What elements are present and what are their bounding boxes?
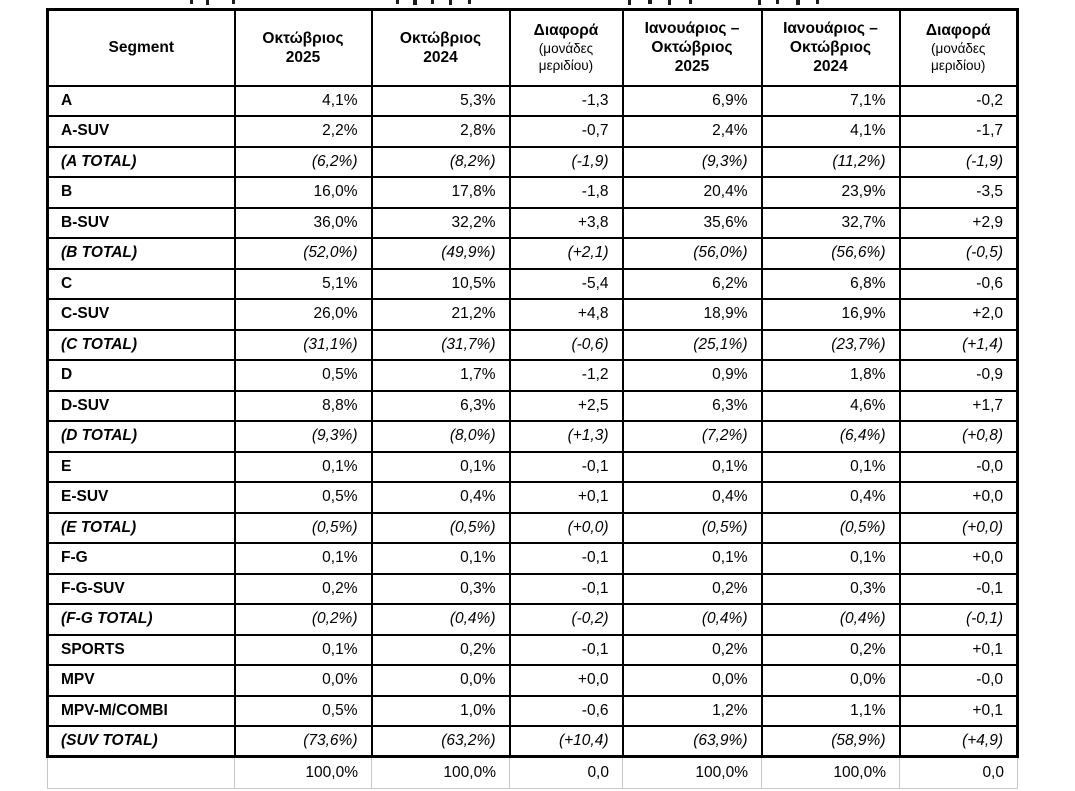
value-cell-0: 100,0% — [235, 757, 372, 789]
value-cell-4: (11,2%) — [762, 147, 900, 178]
table-header — [48, 10, 1018, 86]
table-row-(A TOTAL) — [48, 147, 1018, 178]
value-cell-1: (63,2%) — [372, 726, 510, 757]
value-cell-1: 0,1% — [372, 543, 510, 574]
value-cell-5: -0,0 — [900, 452, 1018, 483]
value-cell-1: (49,9%) — [372, 238, 510, 269]
value-cell-5: (-0,5) — [900, 238, 1018, 269]
value-cell-3: 0,9% — [623, 360, 762, 391]
segment-cell: SPORTS — [48, 635, 235, 666]
value-cell-1: 0,3% — [372, 574, 510, 605]
value-cell-1: 10,5% — [372, 269, 510, 300]
value-cell-4: 0,2% — [762, 635, 900, 666]
value-cell-5: (-1,9) — [900, 147, 1018, 178]
value-cell-3: 18,9% — [623, 299, 762, 330]
value-cell-1: (0,4%) — [372, 604, 510, 635]
table-row-(B TOTAL) — [48, 238, 1018, 269]
header-line: Οκτώβριος — [399, 29, 482, 47]
value-cell-5: -0,9 — [900, 360, 1018, 391]
value-cell-2: -0,1 — [510, 574, 623, 605]
value-cell-3: (7,2%) — [623, 421, 762, 452]
header-cell-segment — [48, 10, 235, 86]
value-cell-3: (0,4%) — [623, 604, 762, 635]
header-row — [48, 10, 1018, 86]
header-line: 2025 — [285, 48, 321, 66]
segment-cell: D-SUV — [48, 391, 235, 422]
header-cell-2 — [510, 10, 623, 86]
value-cell-4: 16,9% — [762, 299, 900, 330]
table-row-(F-G TOTAL) — [48, 604, 1018, 635]
value-cell-2: -0,1 — [510, 635, 623, 666]
table-row-A — [48, 86, 1018, 117]
value-cell-0: 4,1% — [235, 86, 372, 117]
value-cell-3: 0,2% — [623, 635, 762, 666]
segment-cell: (B TOTAL) — [48, 238, 235, 269]
value-cell-0: 2,2% — [235, 116, 372, 147]
table-row-(C TOTAL) — [48, 330, 1018, 361]
value-cell-0: 0,0% — [235, 665, 372, 696]
value-cell-0: 0,5% — [235, 482, 372, 513]
header-line: Διαφορά — [533, 22, 599, 40]
value-cell-0: (9,3%) — [235, 421, 372, 452]
value-cell-3: 1,2% — [623, 696, 762, 727]
value-cell-5: +2,0 — [900, 299, 1018, 330]
value-cell-2: +0,0 — [510, 665, 623, 696]
value-cell-2: -0,1 — [510, 543, 623, 574]
value-cell-5: (+0,0) — [900, 513, 1018, 544]
value-cell-5: +2,9 — [900, 208, 1018, 239]
value-cell-1: (31,7%) — [372, 330, 510, 361]
value-cell-1: 0,4% — [372, 482, 510, 513]
value-cell-1: 0,1% — [372, 452, 510, 483]
value-cell-4: 4,1% — [762, 116, 900, 147]
table-row-(D TOTAL) — [48, 421, 1018, 452]
value-cell-3: (9,3%) — [623, 147, 762, 178]
header-line: Οκτώβριος — [789, 39, 872, 57]
value-cell-4: 0,4% — [762, 482, 900, 513]
table-row-SPORTS — [48, 635, 1018, 666]
value-cell-3: 0,1% — [623, 543, 762, 574]
value-cell-2: (-0,2) — [510, 604, 623, 635]
value-cell-2: -0,7 — [510, 116, 623, 147]
value-cell-4: (0,4%) — [762, 604, 900, 635]
segment-cell: MPV-M/COMBI — [48, 696, 235, 727]
value-cell-3: 20,4% — [623, 177, 762, 208]
table-row-C-SUV — [48, 299, 1018, 330]
value-cell-0: 0,1% — [235, 452, 372, 483]
segment-cell: A — [48, 86, 235, 117]
table-row-MPV — [48, 665, 1018, 696]
value-cell-4: 23,9% — [762, 177, 900, 208]
value-cell-2: (-1,9) — [510, 147, 623, 178]
value-cell-1: 32,2% — [372, 208, 510, 239]
value-cell-1: (8,0%) — [372, 421, 510, 452]
table-row-C — [48, 269, 1018, 300]
value-cell-3: 0,0% — [623, 665, 762, 696]
segment-cell: (A TOTAL) — [48, 147, 235, 178]
value-cell-4: 0,3% — [762, 574, 900, 605]
value-cell-0: 0,2% — [235, 574, 372, 605]
value-cell-0: (6,2%) — [235, 147, 372, 178]
header-cell-1 — [372, 10, 510, 86]
segment-cell: (SUV TOTAL) — [48, 726, 235, 757]
value-cell-4: 6,8% — [762, 269, 900, 300]
value-cell-2: -0,6 — [510, 696, 623, 727]
value-cell-2: (+10,4) — [510, 726, 623, 757]
value-cell-2: -0,1 — [510, 452, 623, 483]
value-cell-3: (0,5%) — [623, 513, 762, 544]
value-cell-4: 4,6% — [762, 391, 900, 422]
value-cell-4: 100,0% — [762, 757, 900, 789]
value-cell-2: 0,0 — [510, 757, 623, 789]
value-cell-2: +4,8 — [510, 299, 623, 330]
table-row-(E TOTAL) — [48, 513, 1018, 544]
segment-cell: E-SUV — [48, 482, 235, 513]
value-cell-1: 2,8% — [372, 116, 510, 147]
value-cell-5: (+4,9) — [900, 726, 1018, 757]
value-cell-1: 100,0% — [372, 757, 510, 789]
value-cell-1: 21,2% — [372, 299, 510, 330]
header-cell-4 — [762, 10, 900, 86]
value-cell-5: +0,1 — [900, 635, 1018, 666]
value-cell-5: (+0,8) — [900, 421, 1018, 452]
value-cell-3: 6,9% — [623, 86, 762, 117]
table-row-grand-total — [48, 757, 1018, 789]
header-line: 2024 — [423, 48, 458, 66]
segment-share-table-container — [46, 8, 1019, 789]
table-row-B — [48, 177, 1018, 208]
segment-cell: (F-G TOTAL) — [48, 604, 235, 635]
value-cell-4: (6,4%) — [762, 421, 900, 452]
segment-cell: C-SUV — [48, 299, 235, 330]
header-line: 2024 — [813, 58, 848, 76]
value-cell-3: 6,2% — [623, 269, 762, 300]
header-subline: μεριδίου) — [538, 58, 594, 74]
value-cell-2: +0,1 — [510, 482, 623, 513]
value-cell-5: +0,0 — [900, 543, 1018, 574]
segment-cell: MPV — [48, 665, 235, 696]
value-cell-2: (+0,0) — [510, 513, 623, 544]
table-row-E-SUV — [48, 482, 1018, 513]
value-cell-0: 0,1% — [235, 543, 372, 574]
header-subline: μεριδίου) — [931, 58, 986, 74]
value-cell-5: -0,1 — [900, 574, 1018, 605]
value-cell-0: 5,1% — [235, 269, 372, 300]
value-cell-5: +0,1 — [900, 696, 1018, 727]
value-cell-3: 6,3% — [623, 391, 762, 422]
value-cell-3: (25,1%) — [623, 330, 762, 361]
value-cell-4: 0,0% — [762, 665, 900, 696]
segment-header-label: Segment — [108, 39, 174, 57]
value-cell-4: 0,1% — [762, 452, 900, 483]
header-subline: (μονάδες — [538, 41, 594, 57]
value-cell-0: (0,5%) — [235, 513, 372, 544]
value-cell-0: (52,0%) — [235, 238, 372, 269]
segment-cell: F-G-SUV — [48, 574, 235, 605]
value-cell-3: (56,0%) — [623, 238, 762, 269]
table-body — [48, 86, 1018, 789]
segment-cell: (D TOTAL) — [48, 421, 235, 452]
value-cell-4: (58,9%) — [762, 726, 900, 757]
value-cell-2: -5,4 — [510, 269, 623, 300]
value-cell-4: 1,1% — [762, 696, 900, 727]
value-cell-5: 0,0 — [900, 757, 1018, 789]
table-row-A-SUV — [48, 116, 1018, 147]
segment-cell: A-SUV — [48, 116, 235, 147]
value-cell-5: -0,2 — [900, 86, 1018, 117]
header-cell-0 — [235, 10, 372, 86]
value-cell-2: +2,5 — [510, 391, 623, 422]
value-cell-0: (31,1%) — [235, 330, 372, 361]
value-cell-3: (63,9%) — [623, 726, 762, 757]
value-cell-4: (0,5%) — [762, 513, 900, 544]
value-cell-4: 1,8% — [762, 360, 900, 391]
value-cell-4: 7,1% — [762, 86, 900, 117]
value-cell-2: (-0,6) — [510, 330, 623, 361]
value-cell-5: +0,0 — [900, 482, 1018, 513]
value-cell-3: 0,2% — [623, 574, 762, 605]
header-subline: (μονάδες — [931, 41, 986, 57]
value-cell-5: (-0,1) — [900, 604, 1018, 635]
table-row-B-SUV — [48, 208, 1018, 239]
value-cell-5: -0,0 — [900, 665, 1018, 696]
header-line: Ιανουάριος – — [783, 20, 878, 38]
segment-cell — [48, 757, 235, 789]
table-row-F-G — [48, 543, 1018, 574]
value-cell-3: 0,1% — [623, 452, 762, 483]
value-cell-3: 35,6% — [623, 208, 762, 239]
segment-cell: D — [48, 360, 235, 391]
header-cell-3 — [623, 10, 762, 86]
segment-cell: (E TOTAL) — [48, 513, 235, 544]
segment-cell: (C TOTAL) — [48, 330, 235, 361]
header-line: Ιανουάριος – — [644, 20, 740, 38]
value-cell-0: 36,0% — [235, 208, 372, 239]
value-cell-5: -0,6 — [900, 269, 1018, 300]
value-cell-4: (56,6%) — [762, 238, 900, 269]
value-cell-1: (8,2%) — [372, 147, 510, 178]
table-row-(SUV TOTAL) — [48, 726, 1018, 757]
value-cell-1: 1,0% — [372, 696, 510, 727]
value-cell-0: (0,2%) — [235, 604, 372, 635]
header-line: 2025 — [674, 58, 710, 76]
segment-cell: E — [48, 452, 235, 483]
header-line: Οκτώβριος — [262, 29, 344, 47]
value-cell-5: -1,7 — [900, 116, 1018, 147]
value-cell-2: -1,2 — [510, 360, 623, 391]
value-cell-0: (73,6%) — [235, 726, 372, 757]
value-cell-0: 16,0% — [235, 177, 372, 208]
value-cell-3: 0,4% — [623, 482, 762, 513]
value-cell-0: 0,5% — [235, 360, 372, 391]
value-cell-2: -1,3 — [510, 86, 623, 117]
header-cell-5 — [900, 10, 1018, 86]
segment-cell: F-G — [48, 543, 235, 574]
value-cell-2: (+1,3) — [510, 421, 623, 452]
segment-cell: C — [48, 269, 235, 300]
table-row-D-SUV — [48, 391, 1018, 422]
value-cell-0: 0,1% — [235, 635, 372, 666]
header-line: Διαφορά — [925, 22, 991, 40]
value-cell-3: 2,4% — [623, 116, 762, 147]
header-line: Οκτώβριος — [651, 39, 733, 57]
value-cell-5: (+1,4) — [900, 330, 1018, 361]
value-cell-1: 1,7% — [372, 360, 510, 391]
segment-share-table — [46, 8, 1019, 789]
value-cell-0: 26,0% — [235, 299, 372, 330]
value-cell-4: (23,7%) — [762, 330, 900, 361]
value-cell-1: (0,5%) — [372, 513, 510, 544]
table-row-E — [48, 452, 1018, 483]
value-cell-1: 0,2% — [372, 635, 510, 666]
value-cell-4: 0,1% — [762, 543, 900, 574]
value-cell-0: 0,5% — [235, 696, 372, 727]
value-cell-4: 32,7% — [762, 208, 900, 239]
table-row-MPV-M/COMBI — [48, 696, 1018, 727]
value-cell-5: -3,5 — [900, 177, 1018, 208]
value-cell-1: 5,3% — [372, 86, 510, 117]
value-cell-2: -1,8 — [510, 177, 623, 208]
table-row-F-G-SUV — [48, 574, 1018, 605]
value-cell-5: +1,7 — [900, 391, 1018, 422]
value-cell-1: 6,3% — [372, 391, 510, 422]
table-row-D — [48, 360, 1018, 391]
segment-cell: B — [48, 177, 235, 208]
value-cell-2: (+2,1) — [510, 238, 623, 269]
value-cell-3: 100,0% — [623, 757, 762, 789]
segment-cell: B-SUV — [48, 208, 235, 239]
value-cell-2: +3,8 — [510, 208, 623, 239]
value-cell-1: 0,0% — [372, 665, 510, 696]
value-cell-1: 17,8% — [372, 177, 510, 208]
value-cell-0: 8,8% — [235, 391, 372, 422]
cropped-text-fragments — [0, 0, 1075, 7]
